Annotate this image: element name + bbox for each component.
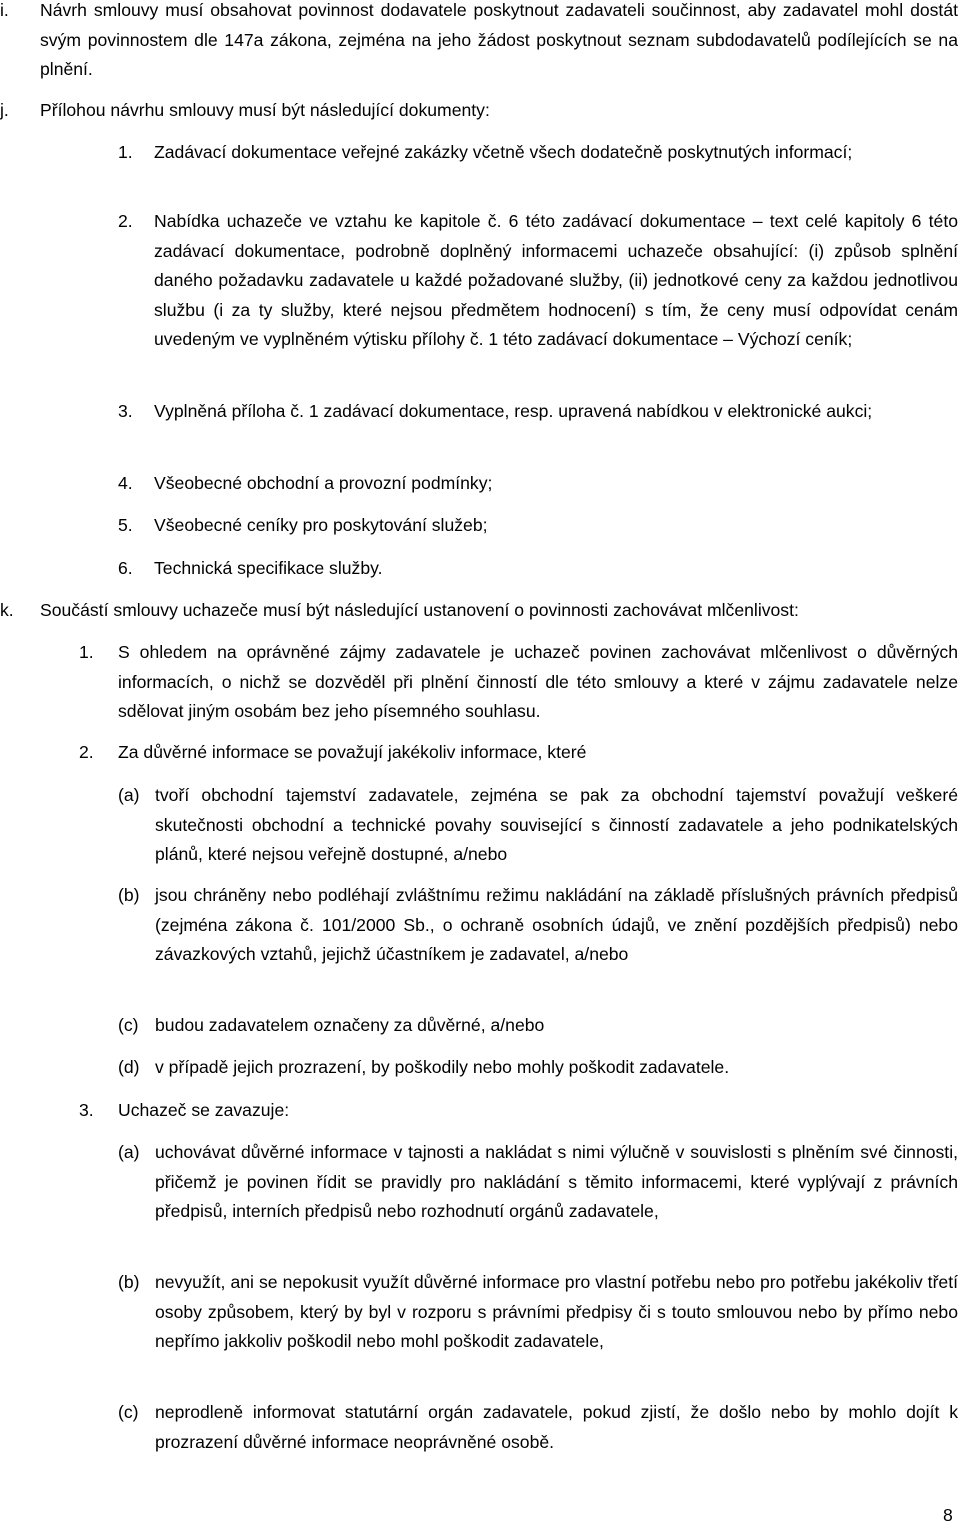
item-text: uchovávat důvěrné informace v tajnosti a nakládat s nimi výlučně v souvislosti s plněním své činnosti, přičemž je povinen řídit se pravidly pro nakládání s těmito informacemi, které vyplývají z právních předpisů, interních předpisů nebo rozhodnutí orgánů zadavatele,	[155, 1142, 958, 1222]
item-text: Technická specifikace služby.	[154, 558, 383, 578]
item-text: jsou chráněny nebo podléhají zvláštnímu režimu nakládání na základě příslušných právních předpisů (zejména zákona č. 101/2000 Sb., o ochraně osobních údajů, ve znění pozdějších předpisů) nebo závazkových vztahů, jejichž účastníkem je zadavatel, a/nebo	[155, 885, 958, 965]
item-marker: (b)	[118, 885, 140, 905]
item-text: S ohledem na oprávněné zájmy zadavatele je uchazeč povinen zachovávat mlčenlivost o důvěrných informacích, o nichž se dozvěděl při plnění činností dle této smlouvy a které v zájmu zadavatele nelze sdělovat jiným osobám bez jeho písemného souhlasu.	[118, 642, 958, 722]
list-item-j-2	[118, 207, 958, 355]
item-marker: (a)	[118, 785, 140, 805]
list-item-j-4	[118, 469, 958, 499]
item-marker: (c)	[118, 1402, 139, 1422]
list-item-j-6	[118, 554, 958, 584]
list-item-k-3-c	[118, 1398, 958, 1457]
item-text: Přílohou návrhu smlouvy musí být následující dokumenty:	[40, 100, 490, 120]
list-item-k-2-c	[118, 1011, 958, 1041]
item-text: Uchazeč se zavazuje:	[118, 1100, 290, 1120]
item-text: Vyplněná příloha č. 1 zadávací dokumentace, resp. upravená nabídkou v elektronické aukci;	[154, 401, 873, 421]
item-marker: k.	[0, 600, 14, 620]
item-marker: (d)	[118, 1057, 140, 1077]
item-marker: 1.	[79, 642, 94, 662]
item-marker: j.	[0, 100, 9, 120]
item-marker: (a)	[118, 1142, 140, 1162]
list-item-k-2-a	[118, 781, 958, 870]
list-item-i	[0, 0, 958, 85]
item-text: Všeobecné obchodní a provozní podmínky;	[154, 473, 493, 493]
item-marker: 2.	[118, 211, 133, 231]
item-marker: 4.	[118, 473, 133, 493]
item-text: neprodleně informovat statutární orgán zadavatele, pokud zjistí, že došlo nebo by mohlo dojít k prozrazení důvěrné informace neoprávněné osobě.	[155, 1402, 958, 1452]
item-text: Za důvěrné informace se považují jakékoliv informace, které	[118, 742, 587, 762]
item-marker: (c)	[118, 1015, 139, 1035]
list-item-j-3	[118, 397, 958, 427]
item-marker: i.	[0, 0, 9, 20]
item-marker: (b)	[118, 1272, 140, 1292]
item-marker: 3.	[118, 401, 133, 421]
item-text: Návrh smlouvy musí obsahovat povinnost dodavatele poskytnout zadavateli součinnost, aby zadavatel mohl dostát svým povinnostem dle 147a zákona, zejména na jeho žádost poskytnout seznam subdodavatelů podílejících se na plnění.	[40, 0, 958, 80]
item-text: Součástí smlouvy uchazeče musí být následující ustanovení o povinnosti zachovávat mlčenlivost:	[40, 600, 799, 620]
list-item-k-2-d	[118, 1053, 958, 1083]
item-marker: 3.	[79, 1100, 94, 1120]
item-text: v případě jejich prozrazení, by poškodily nebo mohly poškodit zadavatele.	[155, 1057, 730, 1077]
list-item-k-2-b	[118, 881, 958, 970]
item-text: Všeobecné ceníky pro poskytování služeb;	[154, 515, 488, 535]
list-item-j-1	[118, 138, 958, 168]
list-item-j	[0, 96, 958, 126]
item-text: budou zadavatelem označeny za důvěrné, a/nebo	[155, 1015, 545, 1035]
item-text: Zadávací dokumentace veřejné zakázky včetně všech dodatečně poskytnutých informací;	[154, 142, 853, 162]
list-item-k-3	[79, 1096, 958, 1126]
item-marker: 5.	[118, 515, 133, 535]
list-item-k-1	[79, 638, 958, 727]
item-marker: 1.	[118, 142, 133, 162]
item-text: Nabídka uchazeče ve vztahu ke kapitole č. 6 této zadávací dokumentace – text celé kapitoly 6 této zadávací dokumentace, podrobně doplněný informacemi uchazeče obsahující: (i) způsob splnění daného požadavku zadavatele u každé požadované služby, (ii) jednotkové ceny za každou jednotlivou službu (i za ty služby, které nejsou předmětem hodnocení) s tím, že ceny musí odpovídat cenám uvedeným ve vyplněném výtisku přílohy č. 1 této zadávací dokumentace – Výchozí ceník;	[154, 211, 958, 350]
item-marker: 2.	[79, 742, 94, 762]
list-item-k-3-b	[118, 1268, 958, 1357]
item-marker: 6.	[118, 558, 133, 578]
list-item-k-2	[79, 738, 958, 768]
list-item-j-5	[118, 511, 958, 541]
list-item-k-3-a	[118, 1138, 958, 1227]
item-text: nevyužít, ani se nepokusit využít důvěrné informace pro vlastní potřebu nebo pro potřebu jakékoliv třetí osoby způsobem, který by byl v rozporu s právními předpisy či s touto smlouvou nebo by přímo nebo nepřímo jakkoliv poškodil nebo mohl poškodit zadavatele,	[155, 1272, 958, 1352]
page-number: 8	[943, 1505, 953, 1525]
item-text: tvoří obchodní tajemství zadavatele, zejména se pak za obchodní tajemství považují veškeré skutečnosti obchodní a technické povahy související s činností zadavatele a jeho podnikatelských plánů, které nejsou veřejně dostupné, a/nebo	[155, 785, 958, 865]
list-item-k	[0, 596, 958, 626]
